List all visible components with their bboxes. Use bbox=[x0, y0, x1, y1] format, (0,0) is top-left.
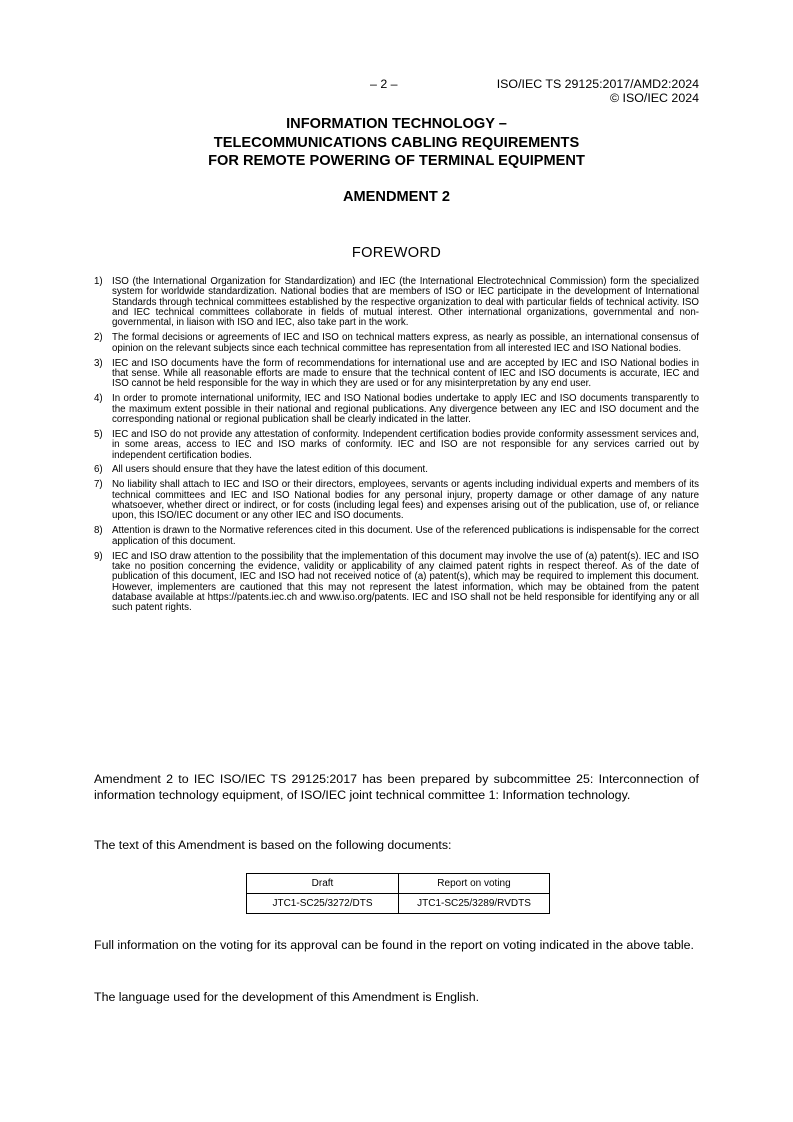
document-title bbox=[94, 115, 699, 171]
foreword-item bbox=[94, 552, 699, 614]
cell-report-on-voting: JTC1-SC25/3289/RVDTS bbox=[399, 894, 550, 914]
item-number: 3) bbox=[94, 357, 103, 369]
item-text: IEC and ISO draw attention to the possibility that the implementation of this document may involve the use of (a) patent(s). IEC and ISO take no position concerning the evidence, validity or applicability of any claimed patent rights in respect thereof. As of the date of publication of this document, IEC and ISO had not received notice of (a) patent(s), which may be required to implement this document. However, implementers are cautioned that this may not represent the latest information, which may be obtained from the patent database available at https://patents.iec.ch and www.iso.org/patents. IEC and ISO shall not be held responsible for identifying any or all such patent rights. bbox=[112, 550, 699, 614]
table-header-row bbox=[247, 874, 550, 894]
item-number: 2) bbox=[94, 332, 103, 344]
prepared-by-paragraph: Amendment 2 to IEC ISO/IEC TS 29125:2017 has been prepared by subcommittee 25: Interconnection of information technology equipment, of ISO/IEC joint technical committee 1: Information technology. bbox=[94, 772, 699, 802]
item-number: 8) bbox=[94, 525, 103, 537]
page-header bbox=[94, 77, 699, 105]
title-line-1: INFORMATION TECHNOLOGY – bbox=[286, 116, 507, 132]
item-number: 4) bbox=[94, 393, 103, 405]
header-report-on-voting: Report on voting bbox=[399, 874, 550, 894]
language-paragraph: The language used for the development of this Amendment is English. bbox=[94, 990, 480, 1004]
title-line-3: FOR REMOTE POWERING OF TERMINAL EQUIPMENT bbox=[208, 153, 585, 169]
copyright-notice: © ISO/IEC 2024 bbox=[609, 91, 699, 105]
item-text: In order to promote international uniformity, IEC and ISO National bodies undertake to apply IEC and ISO documents transparently to the maximum extent possible in their national and regional publications. Any divergence between any IEC and ISO document and the corresponding national or regional publication shall be clearly indicated in the latter. bbox=[112, 393, 699, 425]
item-number: 6) bbox=[94, 464, 103, 476]
header-draft: Draft bbox=[247, 874, 399, 894]
voting-table bbox=[246, 873, 550, 914]
document-id: ISO/IEC TS 29125:2017/AMD2:2024 bbox=[496, 77, 699, 91]
page-number: – 2 – bbox=[370, 77, 398, 91]
item-text: IEC and ISO do not provide any attestation of conformity. Independent certification bodies provide conformity assessment services and, in some areas, access to IEC and ISO marks of conformity. IEC and ISO are not responsible for any services carried out by independent certification bodies. bbox=[112, 428, 699, 461]
foreword-item bbox=[94, 394, 699, 425]
cell-draft: JTC1-SC25/3272/DTS bbox=[247, 894, 399, 914]
item-text: The formal decisions or agreements of IEC and ISO on technical matters express, as nearly as possible, an international consensus of opinion on the relevant subjects since each technical committee has representation from all interested IEC and ISO National bodies. bbox=[112, 332, 699, 354]
amendment-heading: AMENDMENT 2 bbox=[342, 189, 451, 205]
item-text: All users should ensure that they have the latest edition of this document. bbox=[112, 464, 428, 476]
item-number: 7) bbox=[94, 479, 103, 491]
voting-info-paragraph: Full information on the voting for its approval can be found in the report on voting indicated in the above table. bbox=[94, 938, 694, 952]
title-line-2: TELECOMMUNICATIONS CABLING REQUIREMENTS bbox=[213, 134, 580, 151]
foreword-item bbox=[94, 465, 699, 475]
item-number: 1) bbox=[94, 276, 103, 287]
foreword-item bbox=[94, 359, 699, 390]
foreword-item bbox=[94, 526, 699, 547]
foreword-item bbox=[94, 430, 699, 461]
based-on-paragraph: The text of this Amendment is based on the following documents: bbox=[94, 838, 452, 852]
foreword-heading: FOREWORD bbox=[351, 245, 442, 261]
foreword-item bbox=[94, 277, 699, 329]
item-text: Attention is drawn to the Normative references cited in this document. Use of the referenced publications is indispensable for the correct application of this document. bbox=[112, 525, 699, 547]
item-text: IEC and ISO documents have the form of recommendations for international use and are accepted by IEC and ISO National bodies in that sense. While all reasonable efforts are made to ensure that the technical content of IEC and ISO documents is accurate, IEC and ISO cannot be held responsible for the way in which they are used or for any misinterpretation by any end user. bbox=[112, 357, 699, 390]
foreword-list bbox=[94, 277, 699, 618]
item-number: 9) bbox=[94, 550, 103, 562]
table-row bbox=[247, 894, 550, 914]
item-text: ISO (the International Organization for Standardization) and IEC (the International Electrotechnical Commission) form the specialized system for worldwide standardization. National bodies that are members of ISO or IEC participate in the development of International Standards through technical committees established by the respective organization to deal with particular fields of technical activity. ISO and IEC technical committees collaborate in fields of mutual interest. Other international organizations, governmental and non-governmental, in liaison with ISO and IEC, also take part in the work. bbox=[112, 276, 699, 329]
item-number: 5) bbox=[94, 428, 103, 440]
foreword-item bbox=[94, 480, 699, 521]
foreword-item bbox=[94, 333, 699, 354]
item-text: No liability shall attach to IEC and ISO or their directors, employees, servants or agents including individual experts and members of its technical committees and IEC and ISO National bodies for any personal injury, property damage or other damage of any nature whatsoever, whether direct or indirect, or for costs (including legal fees) and expenses arising out of the publication, use of, or reliance upon, this ISO/IEC document or any other IEC and ISO documents. bbox=[112, 479, 699, 522]
